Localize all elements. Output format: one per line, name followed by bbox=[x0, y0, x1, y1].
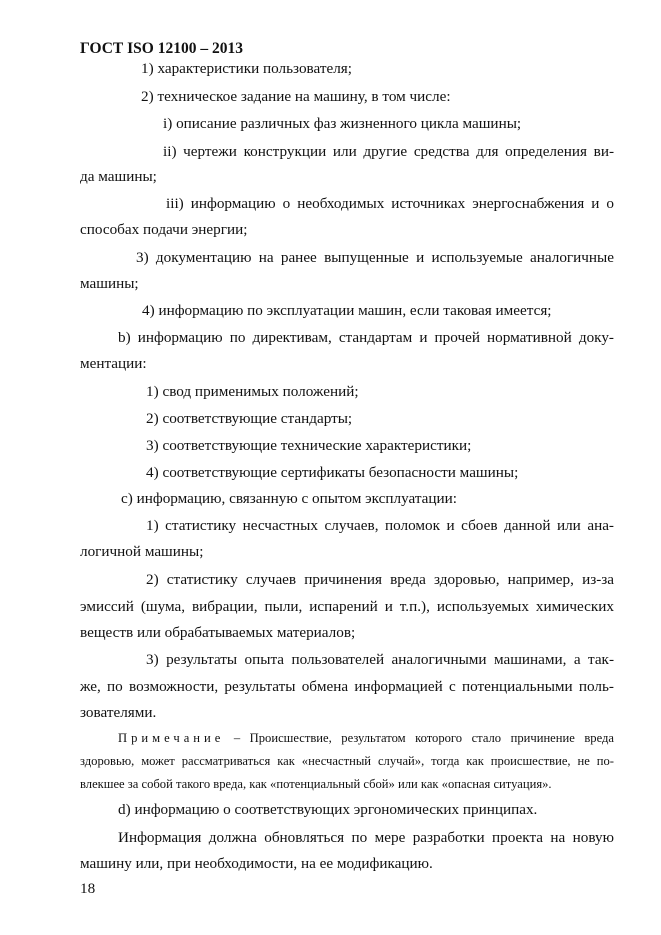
list-item: ii) чертежи конструкции или другие средства для определения ви- bbox=[163, 143, 614, 160]
paragraph-line: Информация должна обновляться по мере разработки проекта на новую bbox=[118, 829, 614, 846]
list-item-continuation: зователями. bbox=[80, 704, 157, 721]
list-item: 3) документацию на ранее выпущенные и используемые аналогичные bbox=[136, 249, 614, 266]
list-item: 3) соответствующие технические характеристики; bbox=[146, 437, 472, 454]
list-item-continuation: машины; bbox=[80, 275, 139, 292]
list-item-continuation: эмиссий (шума, вибрации, пыли, испарений и т.п.), используемых химических bbox=[80, 598, 614, 615]
list-item: iii) информацию о необходимых источниках энергоснабжения и о bbox=[166, 195, 614, 212]
note-label: Примечание bbox=[118, 731, 225, 745]
note-first-line bbox=[118, 731, 614, 746]
list-item: d) информацию о соответствующих эргономических принципах. bbox=[118, 801, 538, 818]
list-item-continuation: логичной машины; bbox=[80, 543, 204, 560]
list-item: 3) результаты опыта пользователей аналогичными машинами, а так- bbox=[146, 651, 614, 668]
list-item-continuation: способах подачи энергии; bbox=[80, 221, 248, 238]
list-item: 4) соответствующие сертификаты безопасности машины; bbox=[146, 464, 519, 481]
list-item: 1) свод применимых положений; bbox=[146, 383, 359, 400]
note-text: – Происшествие, результатом которого стало причинение вреда bbox=[224, 731, 614, 745]
list-item: b) информацию по директивам, стандартам и прочей нормативной доку- bbox=[118, 329, 614, 346]
list-item-continuation: же, по возможности, результаты обмена информацией с потенциальными поль- bbox=[80, 678, 614, 695]
list-item-continuation: ментации: bbox=[80, 355, 147, 372]
list-item-continuation: да машины; bbox=[80, 168, 157, 185]
list-item: 1) статистику несчастных случаев, поломок и сбоев данной или ана- bbox=[146, 517, 614, 534]
paragraph-line: машину или, при необходимости, на ее модификацию. bbox=[80, 855, 433, 872]
list-item: 2) техническое задание на машину, в том числе: bbox=[141, 88, 451, 105]
list-item: i) описание различных фаз жизненного цикла машины; bbox=[163, 115, 522, 132]
list-item-continuation: веществ или обрабатываемых материалов; bbox=[80, 624, 356, 641]
list-item: 4) информацию по эксплуатации машин, если таковая имеется; bbox=[142, 302, 552, 319]
note-line: здоровью, может рассматриваться как «несчастный случай», тогда как происшествие, не по- bbox=[80, 754, 614, 768]
list-item: 1) характеристики пользователя; bbox=[141, 60, 353, 77]
list-item: c) информацию, связанную с опытом эксплуатации: bbox=[121, 490, 458, 507]
list-item: 2) статистику случаев причинения вреда здоровью, например, из-за bbox=[146, 571, 614, 588]
page-number: 18 bbox=[80, 880, 96, 897]
list-item: 2) соответствующие стандарты; bbox=[146, 410, 353, 427]
document-header: ГОСТ ISO 12100 – 2013 bbox=[80, 40, 243, 57]
note-line: влекшее за собой такого вреда, как «потенциальный сбой» или как «опасная ситуация». bbox=[80, 777, 552, 791]
